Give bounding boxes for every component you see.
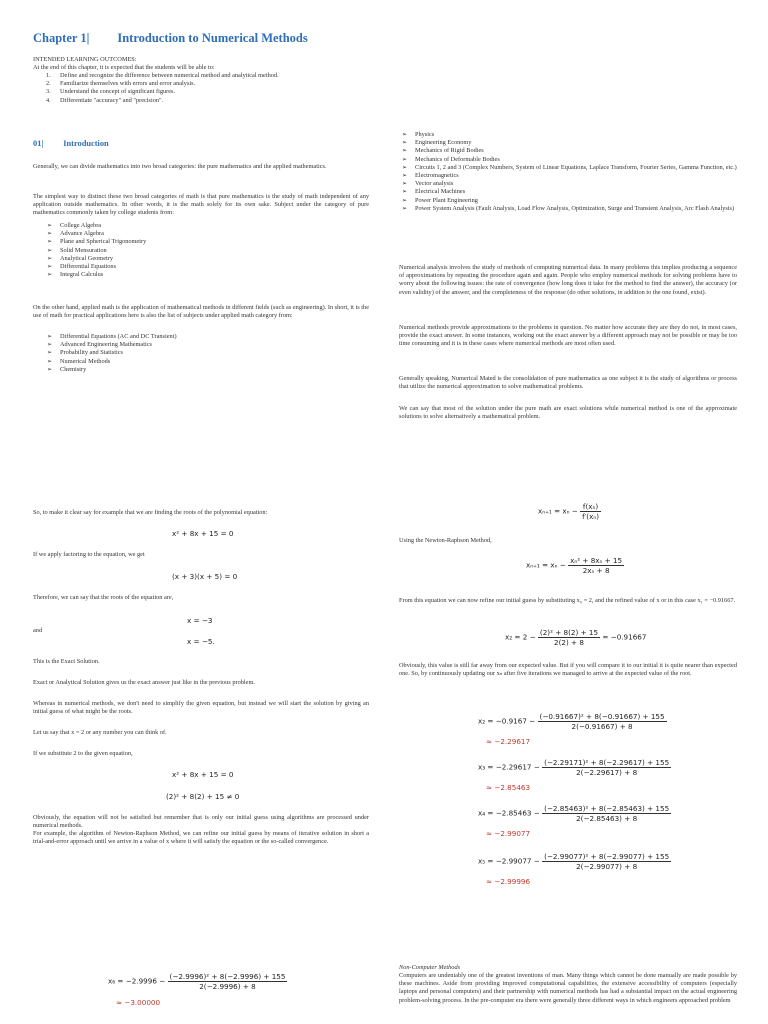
refine-guess-paragraph: From this equation we can now refine our initial guess by substituting x₀ = 2, and the refined value of x or in this case x₁ = −0.91667. (399, 597, 736, 604)
section-number: 01| (33, 139, 44, 148)
definition-paragraph: Generally speaking, Numerical Mated is the consolidation of pure mathematics as one subject it is the study of algorithms or process that utilize the numerical approximation to solve mathematical problems. (399, 375, 737, 391)
equation: (2)² + 8(2) + 15 ≠ 0 (166, 792, 240, 801)
list-item: ➢ Plane and Spherical Trigonometry (46, 238, 366, 246)
substitute-text: If we substitute 2 to the given equation, (33, 750, 133, 757)
list-item: ➢ Power System Analysis (Fault Analysis, Load Flow Analysis, Optimization, Surge and Transient Analysis, Arc Flash Analysis) (401, 205, 737, 213)
chapter-heading (33, 31, 308, 46)
list-item: ➢ Advanced Engineering Mathematics (46, 341, 366, 349)
list-item: ➢ Vector analysis (401, 180, 737, 188)
intro-paragraph-3: On the other hand, applied math is the application of mathematical methods in different fields (such as engineering). In short, it is the use of math for practical applications here is also the list of subjects under applied math category from: (33, 304, 369, 320)
list-item: ➢ Physics (401, 131, 737, 139)
list-item: 4. Differentiate "accuracy" and "precision". (46, 96, 164, 104)
list-item: ➢ Mechanics of Deformable Bodies (401, 156, 737, 164)
iteration-result: ≈ −2.29617 (486, 737, 531, 746)
list-item: ➢ Chemistry (46, 366, 366, 374)
list-item: ➢ Mechanics of Rigid Bodies (401, 147, 737, 155)
list-item: ➢ Probability and Statistics (46, 349, 366, 357)
roots-intro-paragraph: So, to make it clear say for example that we are finding the roots of the polynomial equation: (33, 509, 268, 516)
equation: x² + 8x + 15 = 0 (172, 529, 234, 538)
chapter-number: Chapter 1| (33, 31, 90, 45)
list-item: ➢ Analytical Geometry (46, 255, 366, 263)
factoring-paragraph: If we apply factoring to the equation, we get (33, 551, 145, 558)
newton-raphson-paragraph: For example, the algorithm of Newton-Raphson Method, we can refine our initial guess by means of iterative solution in short a trial-and-error approach until we arrive in a value of x where it will satisfy the equation or the so-called convergence. (33, 830, 369, 846)
roots-paragraph: Therefore, we can say that the roots of the equation are, (33, 594, 174, 601)
list-item: 2. Familiarize themselves with errors and error analysis. (46, 80, 196, 88)
list-item: ➢ Integral Calculus (46, 271, 366, 279)
list-item: ➢ Numerical Methods (46, 358, 366, 366)
iteration-result: ≈ −2.99996 (486, 877, 531, 886)
iteration-equation: x₄ = −2.85463 − $\frac{\text{(−2.85463)² + 8(−2.85463) + 155}}{2(-2.85463) + 8}$ (478, 804, 670, 823)
analytical-solution-text: Exact or Analytical Solution gives us the exact answer just like in the previous problem. (33, 679, 255, 686)
equation: (x + 3)(x + 5) = 0 (172, 572, 238, 581)
and-text: and (33, 627, 43, 634)
iteration-equation: x₆ = −2.9996 − $\frac{\text{(−2.9996)² + 8(−2.9996) + 155}}{2(-2.9996) + 8}$ (108, 972, 286, 991)
list-item: ➢ Differential Equations (46, 263, 366, 271)
initial-guess-paragraph: Whereas in numerical methods, we don't need to simplify the given equation, but instead we will start the solution by giving an initial guess of what might be the roots. (33, 700, 369, 716)
guess-note-paragraph: Obviously, the equation will not be satisfied but remember that is only our initial guess using algorithms are processed under numerical methods. (33, 814, 369, 830)
pure-subjects-list (46, 222, 366, 279)
chapter-title: Introduction to Numerical Methods (117, 31, 308, 45)
numerical-analysis-paragraph: Numerical analysis involves the study of methods of computing numerical data. In many problems this implies producing a sequence of approximations by repeating the procedure again and again. People who employ numerical methods for solving problems have to worry about the following issues: the rate of convergence (how long does it take for the method to find the answer), the accuracy (or even validity) of the answer, and the completeness of the response (do other solutions, in addition to the one found, exist). (399, 264, 737, 296)
iteration-equation: x₂ = −0.9167 − $\frac{\text{(−0.91667)² + 8(−0.91667) + 155}}{2(-0.91667) + 8}$ (478, 712, 665, 731)
using-nr-text: Using the Newton-Raphson Method, (399, 537, 492, 544)
newton-raphson-applied: xₙ₊₁ = xₙ − $\frac{\text{xₙ² + 8xₙ + 15}}{\text{2xₙ + 8}}$ (526, 556, 623, 575)
equation: x² + 8x + 15 = 0 (172, 770, 234, 779)
non-computer-heading: Non-Computer Methods (399, 964, 461, 971)
list-item: ➢ College Algebra (46, 222, 366, 230)
iteration-equation: x₅ = −2.99077 − $\frac{\text{(−2.99077)² + 8(−2.99077) + 155}}{2(-2.99077) + 8}$ (478, 852, 670, 871)
list-item: ➢ Circuits 1, 2 and 3 (Complex Numbers, System of Linear Equations, Laplace Transform, Fourier Series, Gamma Function, etc.) (401, 164, 737, 172)
list-item: ➢ Electrical Machines (401, 188, 737, 196)
list-item: 3. Understand the concept of significant figures. (46, 88, 176, 96)
ilo-heading: INTENDED LEARNING OUTCOMES: (33, 56, 137, 63)
list-item: ➢ Solid Mensuration (46, 247, 366, 255)
section-title: Introduction (63, 139, 109, 148)
equation: x = −5. (187, 637, 215, 646)
applied-subjects-list (46, 333, 366, 374)
iteration-result: ≈ −3.00000 (116, 998, 161, 1007)
list-item: 1. Define and recognize the difference between numerical method and analytical method. (46, 72, 279, 79)
list-item: ➢ Differential Equations (AC and DC Transient) (46, 333, 366, 341)
list-item: ➢ Advance Algebra (46, 230, 366, 238)
ilo-intro: At the end of this chapter, it is expected that the students will be able to: (33, 64, 215, 71)
equation: x = −3 (187, 616, 213, 625)
numerical-methods-paragraph: Numerical methods provide approximations to the problems in question. No matter how accurate they are they do not, in most cases, provide the exact answer. In some instances, working out the exact answer by a different approach may not be possible or may be too time consuming and it is in these cases where numerical methods are most often used. (399, 324, 737, 348)
exact-solution-text: This is the Exact Solution. (33, 658, 100, 665)
iterations-paragraph: Obviously, this value is still far away from our expected value. But if you will compare it to our initial it is quite nearer than expected one. So, by continuously updating our xₙ after five iterations we managed to arrive at the expected value of the root. (399, 662, 737, 678)
iteration-equation: x₃ = −2.29617 − $\frac{\text{(−2.29171)² + 8(−2.29617) + 155}}{2(-2.29617) + 8}$ (478, 758, 670, 777)
iteration-result: ≈ −2.85463 (486, 783, 531, 792)
section-heading (33, 139, 109, 148)
exact-vs-approx-paragraph: We can say that most of the solution under the pure math are exact solutions while numerical method is one of the approximate solutions to solve alternatively a mathematical problem. (399, 405, 737, 421)
first-iteration: x₂ = 2 − $\frac{\text{(2)² + 8(2) + 15}}{2(2) + 8}$ = −0.91667 (505, 628, 647, 647)
intro-paragraph-1: Generally, we can divide mathematics into two broad categories: the pure mathematics and the applied mathematics. (33, 163, 327, 170)
list-item: ➢ Engineering Economy (401, 139, 737, 147)
non-computer-paragraph: Computers are undeniably one of the greatest inventions of man. Many things which cannot be done manually are made possible by these machines. Aside from providing improved computational capabilities, the extensive accessibility of computers (especially laptops and personal computers) and their partnership with numerical methods has had a substantial impact on the actual engineering problem-solving process. In the pre-computer era there were generally three different ways in which engineers approached problem (399, 972, 737, 1004)
applied-subjects-continued-list (401, 131, 737, 213)
list-item: ➢ Electromagnetics (401, 172, 737, 180)
ilo-list (46, 72, 366, 105)
newton-raphson-formula: xₙ₊₁ = xₙ − $\frac{\text{f(xₙ)}}{\text{f′(xₙ)}}$ (538, 502, 599, 521)
guess-value-text: Let us say that x = 2 or any number you can think of. (33, 729, 167, 736)
intro-paragraph-2: The simplest way to distinct these two broad categories of math is that pure mathematics is the study of math independent of any application outside mathematics. In other words, it is the math solely for its own sake. Subject under the category of pure mathematics commonly taken by college students from: (33, 193, 369, 217)
list-item: ➢ Power Plant Engineering (401, 197, 737, 205)
iteration-result: ≈ −2.99077 (486, 829, 531, 838)
